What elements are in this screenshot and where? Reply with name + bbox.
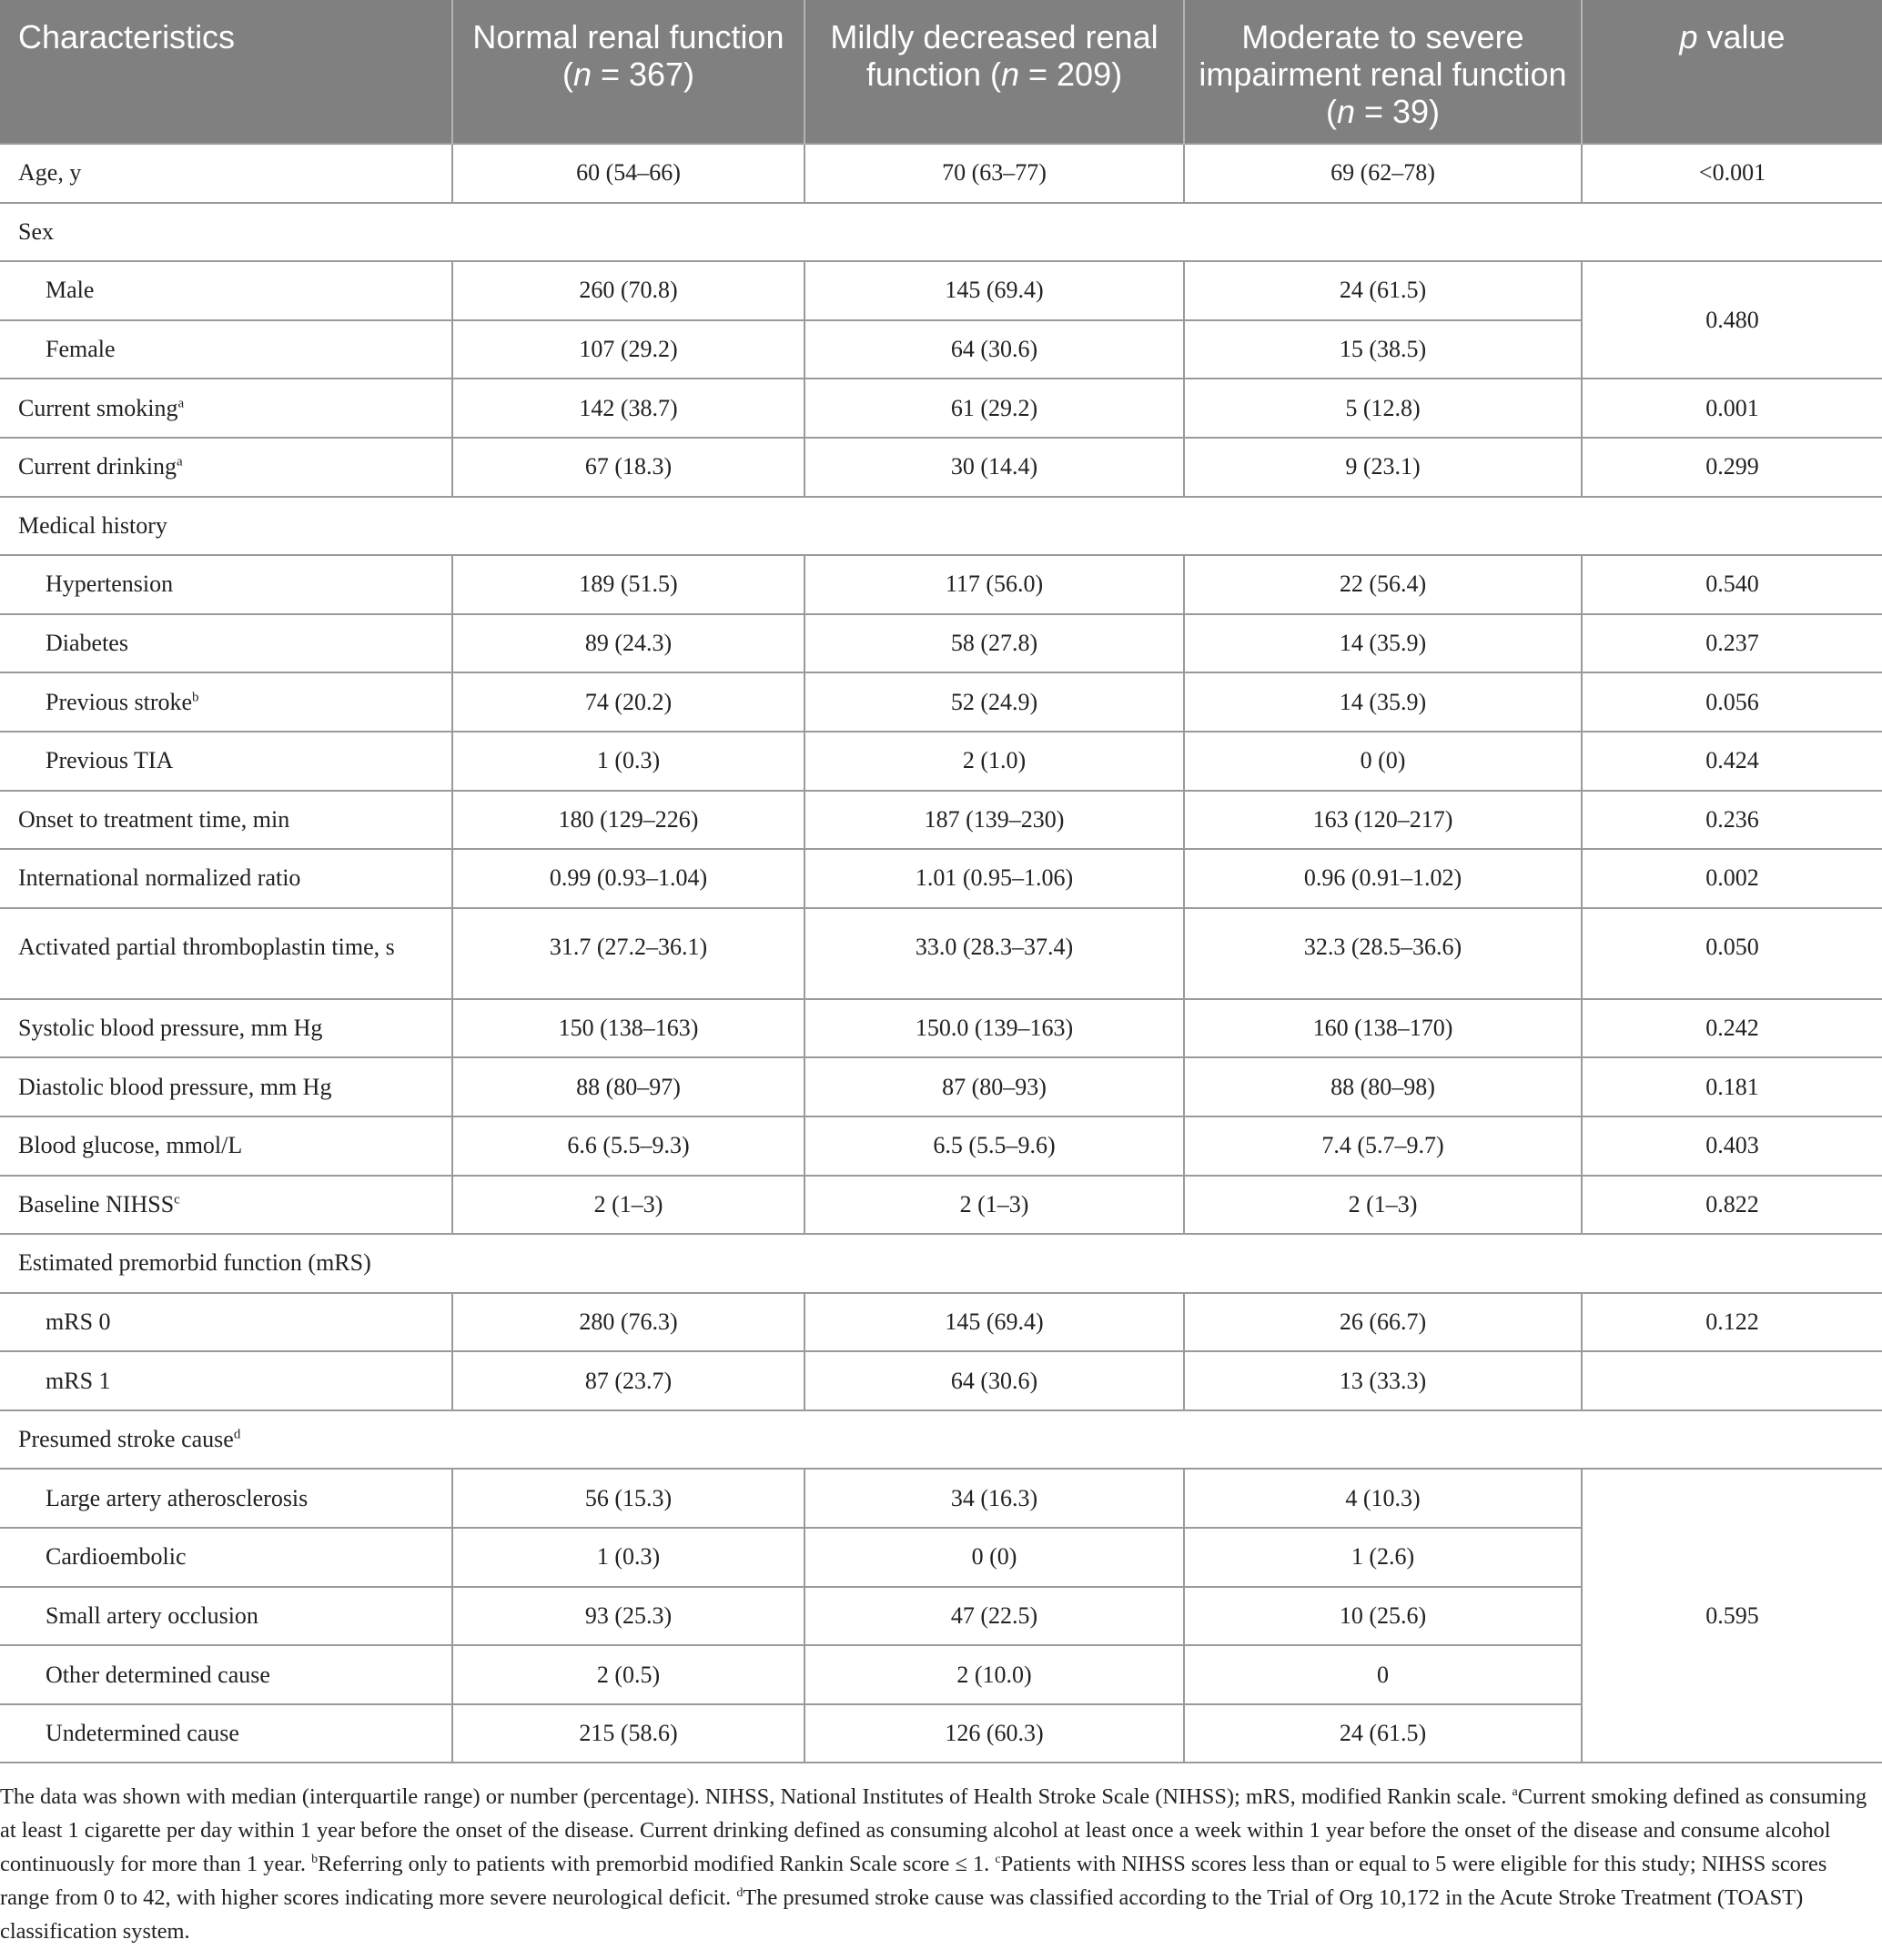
footnote-marker: b <box>192 689 199 704</box>
cell-mild: 47 (22.5) <box>804 1587 1184 1646</box>
row-label: Female <box>0 320 452 379</box>
footnote-marker-d: d <box>736 1885 744 1900</box>
cell-moderate-severe: 0 <box>1184 1645 1582 1704</box>
cell-mild: 87 (80–93) <box>804 1057 1184 1116</box>
row-label: Current smoking$^a$ <box>0 379 452 438</box>
table-row <box>0 1057 1882 1116</box>
cell-p-value: 0.181 <box>1582 1057 1882 1116</box>
table-row <box>0 261 1882 320</box>
table-row <box>0 791 1882 850</box>
cell-moderate-severe: 14 (35.9) <box>1184 614 1582 673</box>
cell-normal: 6.6 (5.5–9.3) <box>452 1116 804 1176</box>
cell-mild: 33.0 (28.3–37.4) <box>804 908 1184 999</box>
row-label: Diabetes <box>0 614 452 673</box>
table-row <box>0 672 1882 732</box>
footnote-marker-b: b <box>311 1852 319 1866</box>
cell-mild: 34 (16.3) <box>804 1469 1184 1528</box>
cell-mild: 52 (24.9) <box>804 672 1184 732</box>
cell-mild: 2 (10.0) <box>804 1645 1184 1704</box>
section-label: Medical history <box>0 497 1882 556</box>
row-label: Undetermined cause <box>0 1704 452 1763</box>
cell-mild: 1.01 (0.95–1.06) <box>804 849 1184 908</box>
cell-p-value: 0.595 <box>1582 1469 1882 1763</box>
cell-normal: 60 (54–66) <box>452 144 804 203</box>
cell-p-value: 0.540 <box>1582 555 1882 614</box>
section-row <box>0 497 1882 556</box>
cell-mild: 64 (30.6) <box>804 1351 1184 1410</box>
cell-normal: 260 (70.8) <box>452 261 804 320</box>
cell-normal: 31.7 (27.2–36.1) <box>452 908 804 999</box>
table-row <box>0 614 1882 673</box>
section-row <box>0 1234 1882 1293</box>
footnote-marker: a <box>177 454 183 470</box>
cell-p-value-empty <box>1582 1351 1882 1410</box>
cell-mild: 145 (69.4) <box>804 261 1184 320</box>
section-row <box>0 1410 1882 1470</box>
row-label: mRS 0 <box>0 1293 452 1352</box>
cell-moderate-severe: 32.3 (28.5–36.6) <box>1184 908 1582 999</box>
cell-normal: 189 (51.5) <box>452 555 804 614</box>
header-mildly-decreased-renal-function: Mildly decreased renal function (n = 209) <box>804 0 1184 144</box>
header-normal-renal-function: Normal renal function (n = 367) <box>452 0 804 144</box>
cell-normal: 180 (129–226) <box>452 791 804 850</box>
cell-moderate-severe: 24 (61.5) <box>1184 261 1582 320</box>
footnote-marker-a: a <box>1512 1784 1518 1799</box>
table-row <box>0 555 1882 614</box>
table-row <box>0 1469 1882 1528</box>
cell-moderate-severe: 24 (61.5) <box>1184 1704 1582 1763</box>
cell-moderate-severe: 4 (10.3) <box>1184 1469 1582 1528</box>
cell-p-value: 0.237 <box>1582 614 1882 673</box>
table-row <box>0 999 1882 1058</box>
table-row <box>0 732 1882 791</box>
row-label: Large artery atherosclerosis <box>0 1469 452 1528</box>
row-label: Current drinking$^a$ <box>0 438 452 497</box>
cell-mild: 64 (30.6) <box>804 320 1184 379</box>
cell-normal: 150 (138–163) <box>452 999 804 1058</box>
cell-normal: 215 (58.6) <box>452 1704 804 1763</box>
header-row <box>0 0 1882 144</box>
row-label: Previous stroke$^b$ <box>0 672 452 732</box>
cell-moderate-severe: 160 (138–170) <box>1184 999 1582 1058</box>
footnote-marker: c <box>174 1192 180 1207</box>
cell-moderate-severe: 10 (25.6) <box>1184 1587 1582 1646</box>
cell-mild: 2 (1.0) <box>804 732 1184 791</box>
cell-normal: 56 (15.3) <box>452 1469 804 1528</box>
row-label: Blood glucose, mmol/L <box>0 1116 452 1176</box>
cell-p-value: 0.299 <box>1582 438 1882 497</box>
cell-normal: 1 (0.3) <box>452 732 804 791</box>
header-moderate-severe-renal-function: Moderate to severe impairment renal function (n = 39) <box>1184 0 1582 144</box>
cell-mild: 117 (56.0) <box>804 555 1184 614</box>
cell-moderate-severe: 88 (80–98) <box>1184 1057 1582 1116</box>
cell-normal: 2 (1–3) <box>452 1176 804 1235</box>
cell-p-value: 0.424 <box>1582 732 1882 791</box>
section-label: Estimated premorbid function (mRS) <box>0 1234 1882 1293</box>
footnote-marker: d <box>233 1427 241 1442</box>
row-label: Activated partial thromboplastin time, s <box>0 908 452 999</box>
cell-moderate-severe: 14 (35.9) <box>1184 672 1582 732</box>
cell-mild: 58 (27.8) <box>804 614 1184 673</box>
cell-normal: 74 (20.2) <box>452 672 804 732</box>
row-label: Diastolic blood pressure, mm Hg <box>0 1057 452 1116</box>
table-row <box>0 144 1882 203</box>
header-p-value: p value <box>1582 0 1882 144</box>
table-row <box>0 1116 1882 1176</box>
header-characteristics: Characteristics <box>0 0 452 144</box>
footnote-marker-c: c <box>995 1852 1001 1866</box>
row-label: mRS 1 <box>0 1351 452 1410</box>
cell-normal: 107 (29.2) <box>452 320 804 379</box>
cell-p-value: 0.056 <box>1582 672 1882 732</box>
cell-normal: 89 (24.3) <box>452 614 804 673</box>
cell-moderate-severe: 7.4 (5.7–9.7) <box>1184 1116 1582 1176</box>
cell-moderate-severe: 0.96 (0.91–1.02) <box>1184 849 1582 908</box>
section-label: Presumed stroke cause$^d$ <box>0 1410 1882 1470</box>
row-label: International normalized ratio <box>0 849 452 908</box>
cell-moderate-severe: 69 (62–78) <box>1184 144 1582 203</box>
cell-p-value: <0.001 <box>1582 144 1882 203</box>
section-label: Sex <box>0 203 1882 262</box>
cell-p-value: 0.050 <box>1582 908 1882 999</box>
cell-mild: 150.0 (139–163) <box>804 999 1184 1058</box>
cell-moderate-severe: 13 (33.3) <box>1184 1351 1582 1410</box>
cell-p-value: 0.001 <box>1582 379 1882 438</box>
cell-mild: 126 (60.3) <box>804 1704 1184 1763</box>
cell-moderate-severe: 1 (2.6) <box>1184 1528 1582 1587</box>
row-label: Onset to treatment time, min <box>0 791 452 850</box>
table-body <box>0 144 1882 1763</box>
cell-normal: 280 (76.3) <box>452 1293 804 1352</box>
cell-mild: 187 (139–230) <box>804 791 1184 850</box>
footnote-marker: a <box>177 396 185 411</box>
row-label: Systolic blood pressure, mm Hg <box>0 999 452 1058</box>
cell-normal: 87 (23.7) <box>452 1351 804 1410</box>
cell-normal: 1 (0.3) <box>452 1528 804 1587</box>
cell-normal: 2 (0.5) <box>452 1645 804 1704</box>
cell-p-value: 0.236 <box>1582 791 1882 850</box>
table-header <box>0 0 1882 144</box>
table-row <box>0 1176 1882 1235</box>
cell-mild: 0 (0) <box>804 1528 1184 1587</box>
cell-mild: 145 (69.4) <box>804 1293 1184 1352</box>
row-label: Other determined cause <box>0 1645 452 1704</box>
cell-moderate-severe: 9 (23.1) <box>1184 438 1582 497</box>
cell-moderate-severe: 15 (38.5) <box>1184 320 1582 379</box>
section-row <box>0 203 1882 262</box>
cell-moderate-severe: 5 (12.8) <box>1184 379 1582 438</box>
row-label: Previous TIA <box>0 732 452 791</box>
table-row <box>0 908 1882 999</box>
table-row <box>0 379 1882 438</box>
cell-moderate-severe: 22 (56.4) <box>1184 555 1582 614</box>
row-label: Small artery occlusion <box>0 1587 452 1646</box>
cell-mild: 2 (1–3) <box>804 1176 1184 1235</box>
cell-p-value: 0.403 <box>1582 1116 1882 1176</box>
cell-moderate-severe: 2 (1–3) <box>1184 1176 1582 1235</box>
cell-p-value: 0.242 <box>1582 999 1882 1058</box>
cell-moderate-severe: 26 (66.7) <box>1184 1293 1582 1352</box>
cell-p-value: 0.002 <box>1582 849 1882 908</box>
cell-normal: 0.99 (0.93–1.04) <box>452 849 804 908</box>
table-row <box>0 438 1882 497</box>
table-row <box>0 1293 1882 1352</box>
cell-mild: 30 (14.4) <box>804 438 1184 497</box>
cell-p-value: 0.822 <box>1582 1176 1882 1235</box>
cell-moderate-severe: 163 (120–217) <box>1184 791 1582 850</box>
table-row <box>0 849 1882 908</box>
table-row <box>0 1351 1882 1410</box>
cell-normal: 88 (80–97) <box>452 1057 804 1116</box>
cell-mild: 6.5 (5.5–9.6) <box>804 1116 1184 1176</box>
cell-p-value: 0.122 <box>1582 1293 1882 1352</box>
cell-p-value: 0.480 <box>1582 261 1882 379</box>
row-label: Age, y <box>0 144 452 203</box>
cell-moderate-severe: 0 (0) <box>1184 732 1582 791</box>
cell-normal: 142 (38.7) <box>452 379 804 438</box>
row-label: Male <box>0 261 452 320</box>
row-label: Baseline NIHSS$^c$ <box>0 1176 452 1235</box>
cell-normal: 67 (18.3) <box>452 438 804 497</box>
cell-mild: 70 (63–77) <box>804 144 1184 203</box>
table-footnote: The data was shown with median (interquartile range) or number (percentage). NIHSS, National Institutes of Health Stroke Scale (NIHSS); mRS, modified Rankin scale. $^a$Current smoking defined as consuming at least 1 cigarette per day within 1 year before the onset of the disease. Current drinking defined as consuming alcohol at least once a week within 1 year before the onset of the disease and consume alcohol continuously for more than 1 year. $^b$Referring only to patients with premorbid modified Rankin Scale score ≤ 1. $^c$Patients with NIHSS scores less than or equal to 5 were eligible for this study; NIHSS scores range from 0 to 42, with higher scores indicating more severe neurological deficit. $^d$The presumed stroke cause was classified according to the Trial of Org 10,172 in the Acute Stroke Treatment (TOAST) classification system. <box>0 1784 1867 1944</box>
row-label: Cardioembolic <box>0 1528 452 1587</box>
row-label: Hypertension <box>0 555 452 614</box>
cell-mild: 61 (29.2) <box>804 379 1184 438</box>
cell-normal: 93 (25.3) <box>452 1587 804 1646</box>
